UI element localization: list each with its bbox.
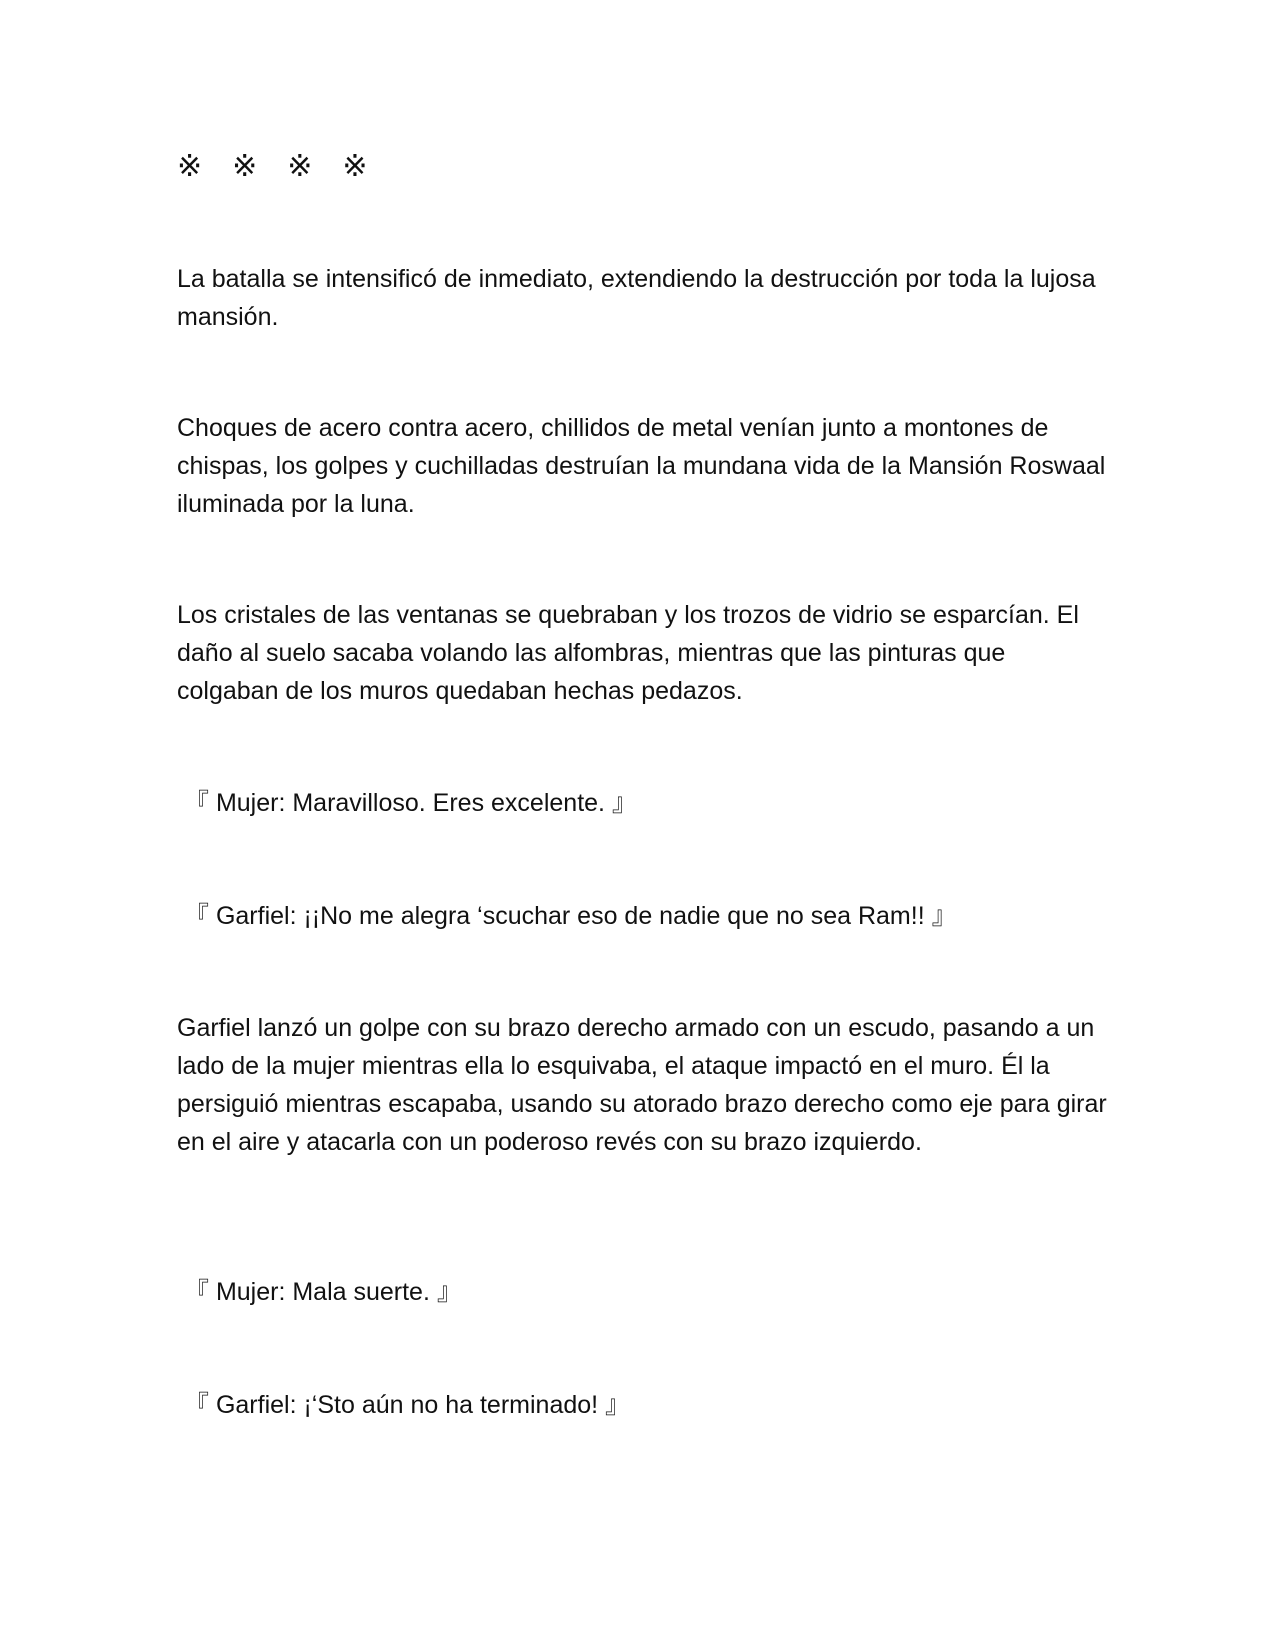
section-separator: ※ ※ ※ ※ [177, 149, 368, 184]
paragraph: Choques de acero contra acero, chillidos de metal venían junto a montones de chispas, los golpes y cuchilladas destruían la mundana vida de la Mansión Roswaal iluminada por la luna. [177, 414, 1106, 518]
dialogue-line: 『 Mujer: Mala suerte. 』 [184, 1278, 462, 1306]
paragraph: Garfiel lanzó un golpe con su brazo derecho armado con un escudo, pasando a un lado de la mujer mientras ella lo esquivaba, el ataque impactó en el muro. Él la persiguió mientras escapaba, usando su atorado brazo derecho como eje para girar en el aire y atacarla con un poderoso revés con su brazo izquierdo. [177, 1014, 1107, 1156]
paragraph: La batalla se intensificó de inmediato, extendiendo la destrucción por toda la lujosa mansión. [177, 265, 1096, 331]
dialogue-line: 『 Garfiel: ¡‘Sto aún no ha terminado! 』 [184, 1391, 631, 1419]
paragraph: Los cristales de las ventanas se quebraban y los trozos de vidrio se esparcían. El daño al suelo sacaba volando las alfombras, mientras que las pinturas que colgaban de los muros quedaban hechas pedazos. [177, 601, 1079, 705]
dialogue-line: 『 Garfiel: ¡¡No me alegra ‘scuchar eso de nadie que no sea Ram!! 』 [184, 902, 957, 930]
dialogue-line: 『 Mujer: Maravilloso. Eres excelente. 』 [184, 789, 637, 817]
